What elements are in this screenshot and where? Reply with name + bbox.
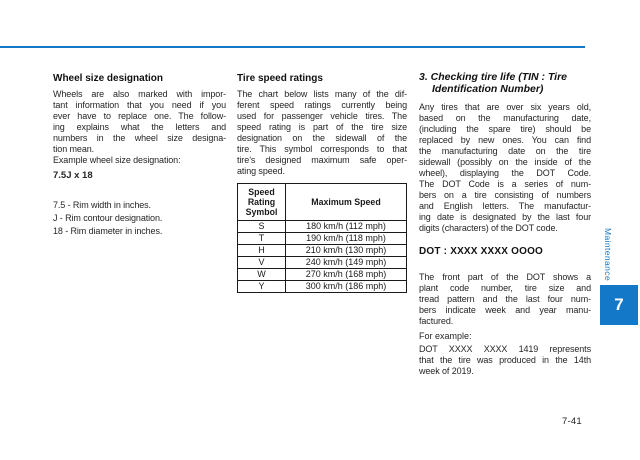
text-line: Wheels are also marked with impor- [53,89,226,99]
table-row: W 270 km/h (168 mph) [238,269,407,281]
speed-ratings-paragraph [237,89,407,177]
chapter-tab-label: Maintenance [603,228,613,282]
text-line: ing explains what the letters and [53,122,226,132]
tire-life-paragraph [419,102,591,234]
text-line: replaced by new ones. You can find [419,135,591,145]
text-line: numbers in the wheel size designa- [53,133,226,143]
column-wheel-size [53,73,226,238]
text-line: used for passenger vehicle tires. The [237,111,407,121]
wheel-size-example-label: Example wheel size designation: [53,155,181,165]
column-speed-ratings [237,73,407,293]
header-rule [0,46,585,48]
page-number: 7-41 [562,416,582,427]
text-line: (including the spare tire) should be [419,124,591,134]
text-line: tire’s designed maximum safe oper- [237,155,407,165]
text-line: plant code number, tire size and [419,283,591,293]
table-row: V 240 km/h (149 mph) [238,257,407,269]
text-line: ating speed. [237,166,285,176]
text-line: bers indicate week and year manu- [419,305,591,315]
text-line: designation on the sidewall of the [237,133,407,143]
text-line: and English letters. The manufactur- [419,201,591,211]
table-body [238,221,407,293]
text-line: Any tires that are over six years old, [419,102,591,112]
text-line: J - Rim contour designation. [53,213,163,223]
wheel-size-paragraph [53,89,226,155]
text-line: week of 2019. [419,366,474,376]
text-line: speed rating is part of the tire size [237,122,407,132]
table-header-max-speed: Maximum Speed [286,184,407,221]
table-header-row [238,184,407,221]
table-row: H 210 km/h (130 mph) [238,245,407,257]
column-tire-life [419,71,591,377]
speed-rating-table [237,183,407,293]
text-line: The front part of the DOT shows a [419,272,591,282]
text-line: tread pattern and the last four num- [419,294,591,304]
for-example-label: For example: [419,331,472,341]
text-line: tire. This symbol corresponds to that [237,144,407,154]
table-row: S 180 km/h (112 mph) [238,221,407,233]
text-line: factured. [419,316,454,326]
rim-designation-list [53,199,226,238]
text-line: that the tire was produced in the 14th [419,355,591,365]
dot-explanation-paragraph [419,272,591,327]
text-line: ferent speed ratings currently being [237,100,407,110]
text-line: tion mean. [53,144,95,154]
text-line: bers on a tire consisting of numbers [419,190,591,200]
dot-code-line: DOT : XXXX XXXX OOOO [419,246,544,257]
text-line: based on the manufacturing date, [419,113,591,123]
text-line: The chart below lists many of the dif- [237,89,407,99]
text-line: sidewall (possibly on the inside of the [419,157,591,167]
chapter-number-badge: 7 [600,285,638,325]
text-line: the manufacturing date on the tire [419,146,591,156]
text-line: The DOT Code is a series of num- [419,179,591,189]
speed-ratings-heading: Tire speed ratings [237,73,323,84]
text-line: digits (characters) of the DOT code. [419,223,558,233]
text-line: 18 - Rim diameter in inches. [53,226,163,236]
text-line: ing date is designated by the last four [419,212,591,222]
table-row: T 190 km/h (118 mph) [238,233,407,245]
wheel-size-heading: Wheel size designation [53,73,164,84]
text-line: wheel), displaying the DOT Code. [419,168,591,178]
dot-example-paragraph [419,344,591,377]
text-line: ever have to replace one. The follow- [53,111,226,121]
text-line: DOT XXXX XXXX 1419 represents [419,344,591,354]
tire-life-heading: 3. Checking tire life (TIN : Tire Identification Number) [419,71,568,95]
text-line: 7.5 - Rim width in inches. [53,200,151,210]
text-line: tant information that you need if you [53,100,226,110]
table-header-symbol: Speed Rating Symbol [238,184,286,221]
wheel-size-example-value: 7.5J x 18 [53,170,93,181]
table-row: Y 300 km/h (186 mph) [238,281,407,293]
